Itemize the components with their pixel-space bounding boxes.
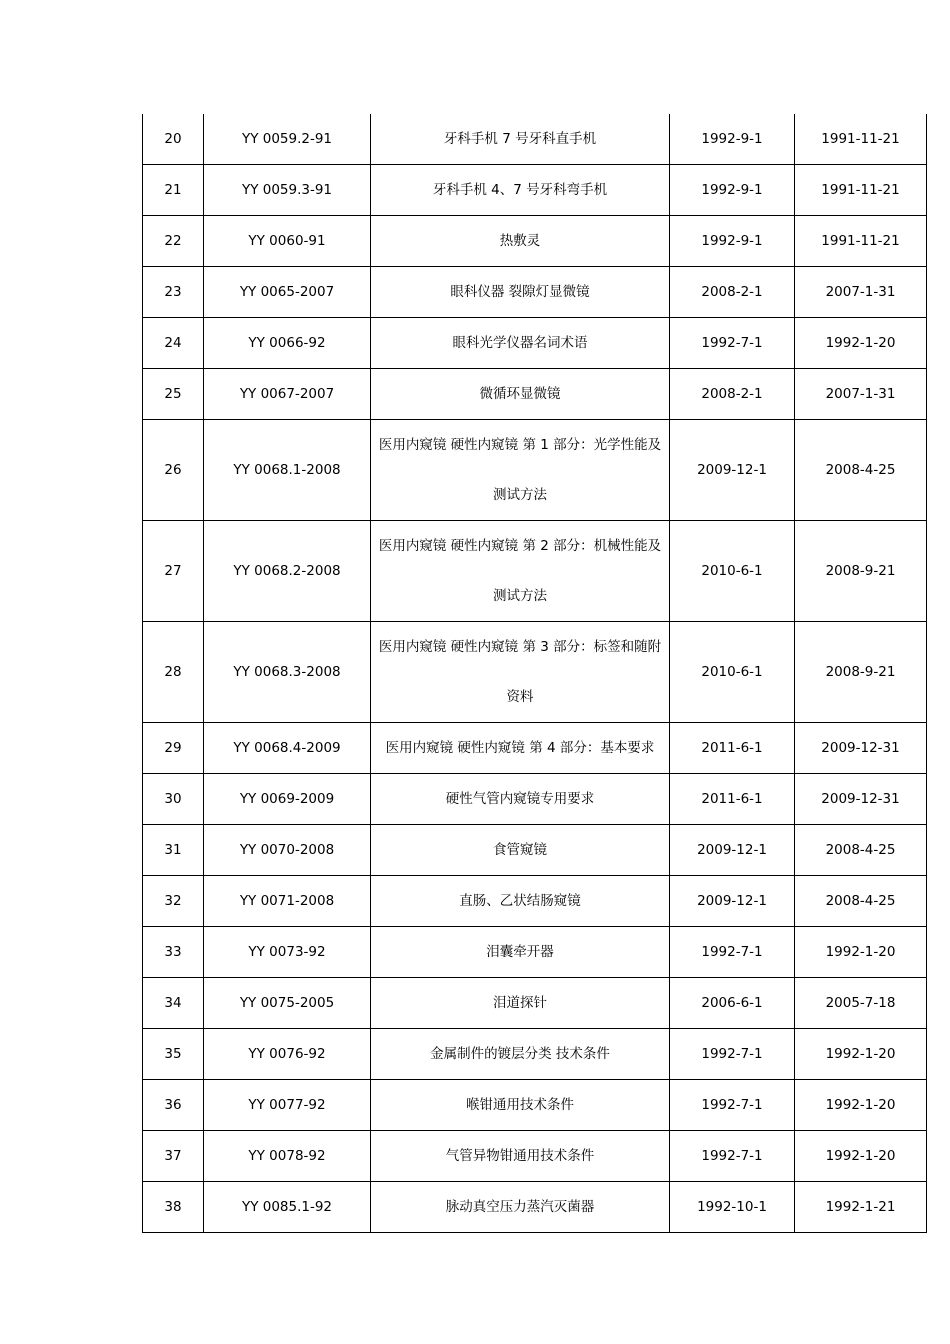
row-number-cell	[143, 723, 204, 774]
implementation-date-cell	[670, 978, 795, 1029]
implementation-date-cell	[670, 369, 795, 420]
row-number-text: 26	[164, 462, 182, 478]
publication-date-cell	[795, 267, 927, 318]
publication-date-cell	[795, 1131, 927, 1182]
publication-date-cell	[795, 216, 927, 267]
standard-name-text: 微循环显微镜	[479, 386, 561, 402]
table-row	[143, 1080, 927, 1131]
publication-date-text: 2008-9-21	[825, 563, 896, 579]
standards-table-body	[143, 114, 927, 1233]
standard-code-text: YY 0076-92	[248, 1046, 326, 1062]
publication-date-cell	[795, 825, 927, 876]
publication-date-text: 1992-1-21	[825, 1199, 896, 1215]
row-number-text: 24	[164, 335, 182, 351]
standard-code-text: YY 0073-92	[248, 944, 326, 960]
implementation-date-cell	[670, 521, 795, 622]
standard-code-cell	[204, 420, 371, 521]
implementation-date-text: 2011-6-1	[701, 740, 763, 756]
standard-code-cell	[204, 369, 371, 420]
publication-date-cell	[795, 165, 927, 216]
publication-date-cell	[795, 876, 927, 927]
table-row	[143, 978, 927, 1029]
publication-date-cell	[795, 369, 927, 420]
row-number-text: 23	[164, 284, 182, 300]
standard-code-cell	[204, 825, 371, 876]
publication-date-cell	[795, 521, 927, 622]
publication-date-text: 1991-11-21	[821, 233, 900, 249]
row-number-cell	[143, 216, 204, 267]
implementation-date-text: 2009-12-1	[697, 462, 767, 478]
implementation-date-cell	[670, 927, 795, 978]
publication-date-text: 2008-4-25	[825, 842, 896, 858]
implementation-date-text: 2008-2-1	[701, 386, 763, 402]
row-number-cell	[143, 1029, 204, 1080]
implementation-date-cell	[670, 114, 795, 165]
row-number-text: 28	[164, 664, 182, 680]
publication-date-text: 2008-4-25	[825, 893, 896, 909]
standard-name-cell	[371, 876, 670, 927]
standards-table	[142, 114, 927, 1233]
implementation-date-cell	[670, 774, 795, 825]
standard-code-text: YY 0066-92	[248, 335, 326, 351]
standard-name-cell	[371, 927, 670, 978]
standard-code-cell	[204, 774, 371, 825]
implementation-date-cell	[670, 420, 795, 521]
implementation-date-text: 1992-9-1	[701, 233, 763, 249]
row-number-text: 30	[164, 791, 182, 807]
standard-name-text: 泪道探针	[493, 995, 547, 1011]
standard-name-text: 气管异物钳通用技术条件	[445, 1148, 595, 1164]
row-number-text: 34	[164, 995, 182, 1011]
row-number-text: 21	[164, 182, 182, 198]
standard-name-cell	[371, 369, 670, 420]
table-row	[143, 723, 927, 774]
table-row	[143, 369, 927, 420]
standard-name-cell	[371, 978, 670, 1029]
table-row	[143, 622, 927, 723]
implementation-date-cell	[670, 825, 795, 876]
implementation-date-cell	[670, 318, 795, 369]
standard-code-cell	[204, 622, 371, 723]
table-row	[143, 521, 927, 622]
implementation-date-text: 1992-10-1	[697, 1199, 767, 1215]
standard-code-text: YY 0078-92	[248, 1148, 326, 1164]
row-number-cell	[143, 318, 204, 369]
standard-code-text: YY 0059.2-91	[241, 131, 333, 147]
implementation-date-text: 1992-7-1	[701, 944, 763, 960]
row-number-cell	[143, 369, 204, 420]
table-row	[143, 825, 927, 876]
standard-name-text: 医用内窥镜 硬性内窥镜 第 4 部分：基本要求	[385, 740, 655, 756]
publication-date-text: 2005-7-18	[825, 995, 896, 1011]
implementation-date-text: 1992-7-1	[701, 1148, 763, 1164]
publication-date-text: 1992-1-20	[825, 1097, 896, 1113]
row-number-cell	[143, 876, 204, 927]
table-row	[143, 927, 927, 978]
publication-date-cell	[795, 1080, 927, 1131]
publication-date-text: 2009-12-31	[821, 740, 900, 756]
standard-name-text: 泪囊牵开器	[486, 944, 554, 960]
implementation-date-cell	[670, 622, 795, 723]
publication-date-text: 1991-11-21	[821, 131, 900, 147]
publication-date-text: 1992-1-20	[825, 1148, 896, 1164]
standard-code-text: YY 0059.3-91	[241, 182, 333, 198]
table-row	[143, 267, 927, 318]
publication-date-text: 1991-11-21	[821, 182, 900, 198]
publication-date-cell	[795, 420, 927, 521]
table-row	[143, 114, 927, 165]
standard-code-text: YY 0085.1-92	[241, 1199, 333, 1215]
table-row	[143, 318, 927, 369]
publication-date-cell	[795, 927, 927, 978]
standard-name-cell	[371, 1029, 670, 1080]
row-number-text: 29	[164, 740, 182, 756]
table-row	[143, 1182, 927, 1233]
standard-name-text: 眼科光学仪器名词术语	[452, 335, 588, 351]
row-number-cell	[143, 622, 204, 723]
publication-date-text: 1992-1-20	[825, 335, 896, 351]
implementation-date-cell	[670, 1131, 795, 1182]
publication-date-text: 2008-9-21	[825, 664, 896, 680]
standard-code-cell	[204, 165, 371, 216]
row-number-cell	[143, 1131, 204, 1182]
row-number-text: 37	[164, 1148, 182, 1164]
implementation-date-text: 1992-9-1	[701, 182, 763, 198]
table-row	[143, 774, 927, 825]
row-number-cell	[143, 1182, 204, 1233]
row-number-cell	[143, 420, 204, 521]
publication-date-text: 2007-1-31	[825, 284, 896, 300]
standard-code-cell	[204, 114, 371, 165]
table-row	[143, 165, 927, 216]
row-number-text: 31	[164, 842, 182, 858]
implementation-date-text: 2010-6-1	[701, 563, 763, 579]
standard-name-cell	[371, 1080, 670, 1131]
standard-code-text: YY 0060-91	[248, 233, 326, 249]
publication-date-text: 1992-1-20	[825, 1046, 896, 1062]
row-number-cell	[143, 927, 204, 978]
standard-name-cell	[371, 622, 670, 723]
implementation-date-text: 2011-6-1	[701, 791, 763, 807]
standard-code-text: YY 0071-2008	[239, 893, 335, 909]
standard-code-text: YY 0077-92	[248, 1097, 326, 1113]
standard-code-cell	[204, 1182, 371, 1233]
implementation-date-text: 2008-2-1	[701, 284, 763, 300]
implementation-date-cell	[670, 165, 795, 216]
standard-name-text: 金属制件的镀层分类 技术条件	[430, 1046, 610, 1062]
row-number-text: 32	[164, 893, 182, 909]
row-number-text: 35	[164, 1046, 182, 1062]
implementation-date-text: 1992-9-1	[701, 131, 763, 147]
standard-name-cell	[371, 216, 670, 267]
implementation-date-text: 1992-7-1	[701, 1097, 763, 1113]
standard-name-cell	[371, 723, 670, 774]
table-row	[143, 1029, 927, 1080]
row-number-text: 22	[164, 233, 182, 249]
table-row	[143, 216, 927, 267]
standard-code-cell	[204, 876, 371, 927]
standard-name-text: 眼科仪器 裂隙灯显微镜	[450, 284, 590, 300]
row-number-cell	[143, 1080, 204, 1131]
publication-date-text: 2007-1-31	[825, 386, 896, 402]
standard-code-cell	[204, 318, 371, 369]
standard-code-cell	[204, 1029, 371, 1080]
standard-code-text: YY 0070-2008	[239, 842, 335, 858]
publication-date-cell	[795, 622, 927, 723]
implementation-date-cell	[670, 1080, 795, 1131]
standard-name-text: 医用内窥镜 硬性内窥镜 第 3 部分：标签和随附资料	[378, 639, 662, 705]
row-number-text: 38	[164, 1199, 182, 1215]
standard-name-cell	[371, 521, 670, 622]
standard-code-text: YY 0075-2005	[239, 995, 335, 1011]
row-number-text: 25	[164, 386, 182, 402]
standard-code-text: YY 0068.3-2008	[233, 664, 341, 680]
standard-name-text: 牙科手机 4、7 号牙科弯手机	[432, 182, 608, 198]
standard-name-cell	[371, 825, 670, 876]
row-number-cell	[143, 521, 204, 622]
implementation-date-text: 2009-12-1	[697, 893, 767, 909]
standard-name-text: 喉钳通用技术条件	[466, 1097, 574, 1113]
table-row	[143, 1131, 927, 1182]
row-number-text: 20	[164, 131, 182, 147]
standard-code-cell	[204, 927, 371, 978]
standard-code-cell	[204, 216, 371, 267]
row-number-cell	[143, 165, 204, 216]
publication-date-cell	[795, 318, 927, 369]
standard-name-text: 医用内窥镜 硬性内窥镜 第 2 部分：机械性能及测试方法	[378, 538, 662, 604]
standard-name-cell	[371, 774, 670, 825]
standard-code-text: YY 0067-2007	[239, 386, 335, 402]
publication-date-cell	[795, 978, 927, 1029]
standard-code-text: YY 0068.2-2008	[233, 563, 341, 579]
implementation-date-text: 1992-7-1	[701, 335, 763, 351]
standard-name-text: 医用内窥镜 硬性内窥镜 第 1 部分：光学性能及测试方法	[378, 437, 662, 503]
standard-name-text: 热敷灵	[499, 233, 541, 249]
standard-name-text: 食管窥镜	[493, 842, 547, 858]
implementation-date-cell	[670, 723, 795, 774]
standard-code-cell	[204, 723, 371, 774]
publication-date-cell	[795, 114, 927, 165]
standard-name-cell	[371, 267, 670, 318]
publication-date-text: 1992-1-20	[825, 944, 896, 960]
implementation-date-text: 2009-12-1	[697, 842, 767, 858]
implementation-date-text: 2006-6-1	[701, 995, 763, 1011]
standard-name-cell	[371, 420, 670, 521]
row-number-text: 36	[164, 1097, 182, 1113]
row-number-text: 27	[164, 563, 182, 579]
implementation-date-cell	[670, 1182, 795, 1233]
row-number-cell	[143, 267, 204, 318]
standard-name-cell	[371, 165, 670, 216]
standard-name-cell	[371, 318, 670, 369]
table-row	[143, 876, 927, 927]
publication-date-cell	[795, 723, 927, 774]
row-number-cell	[143, 114, 204, 165]
row-number-cell	[143, 774, 204, 825]
row-number-text: 33	[164, 944, 182, 960]
standard-code-text: YY 0069-2009	[239, 791, 335, 807]
implementation-date-text: 2010-6-1	[701, 664, 763, 680]
standard-name-text: 牙科手机 7 号牙科直手机	[443, 131, 597, 147]
standard-name-cell	[371, 114, 670, 165]
publication-date-cell	[795, 1182, 927, 1233]
row-number-cell	[143, 825, 204, 876]
standard-name-text: 直肠、乙状结肠窥镜	[459, 893, 581, 909]
standard-name-cell	[371, 1182, 670, 1233]
implementation-date-cell	[670, 876, 795, 927]
row-number-cell	[143, 978, 204, 1029]
publication-date-text: 2009-12-31	[821, 791, 900, 807]
implementation-date-cell	[670, 216, 795, 267]
implementation-date-text: 1992-7-1	[701, 1046, 763, 1062]
standard-code-text: YY 0065-2007	[239, 284, 335, 300]
publication-date-cell	[795, 774, 927, 825]
standard-name-text: 硬性气管内窥镜专用要求	[445, 791, 595, 807]
standard-code-cell	[204, 1080, 371, 1131]
implementation-date-cell	[670, 267, 795, 318]
standard-code-cell	[204, 267, 371, 318]
implementation-date-cell	[670, 1029, 795, 1080]
standard-code-text: YY 0068.1-2008	[233, 462, 341, 478]
standard-code-text: YY 0068.4-2009	[233, 740, 341, 756]
standard-code-cell	[204, 1131, 371, 1182]
publication-date-text: 2008-4-25	[825, 462, 896, 478]
standard-name-cell	[371, 1131, 670, 1182]
standard-code-cell	[204, 521, 371, 622]
publication-date-cell	[795, 1029, 927, 1080]
table-row	[143, 420, 927, 521]
standard-name-text: 脉动真空压力蒸汽灭菌器	[445, 1199, 595, 1215]
standard-code-cell	[204, 978, 371, 1029]
